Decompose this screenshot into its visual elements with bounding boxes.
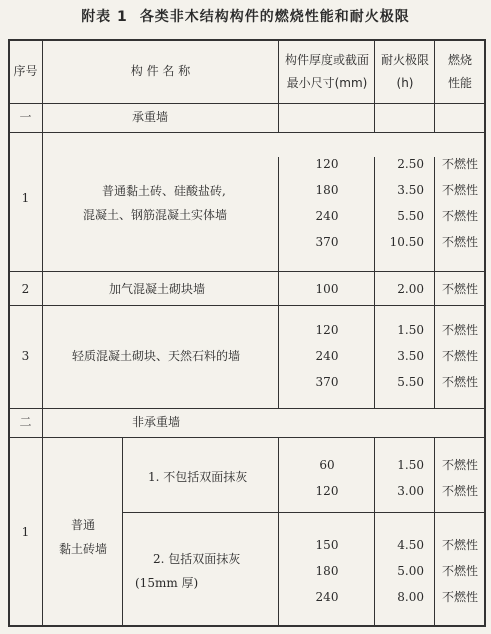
- row-3-seq: 3: [21, 349, 30, 363]
- row-1-thickness: 180: [315, 183, 339, 197]
- subrow-2-perf: 不燃性: [441, 564, 478, 578]
- subrow-1-limit: 3.00: [397, 484, 424, 498]
- subrow-2-limit: 5.00: [397, 564, 424, 578]
- rule-header-bottom: [8, 103, 486, 104]
- subrow-1-perf: 不燃性: [441, 458, 478, 472]
- row-4-name-line-2: 黏土砖墙: [58, 542, 107, 556]
- subrow-2-thickness: 150: [315, 538, 339, 552]
- rule-row3-bottom: [8, 408, 486, 409]
- subrow-2-label-line-2: (15mm 厚): [135, 576, 199, 590]
- subrow-2-thickness: 240: [315, 590, 339, 604]
- row-2-limit: 2.00: [397, 282, 424, 296]
- subrow-2-limit: 4.50: [397, 538, 424, 552]
- row-1-perf: 不燃性: [441, 157, 478, 171]
- rule-row2-bottom: [8, 305, 486, 306]
- header-perf-1: 燃烧: [447, 53, 472, 67]
- row-3-perf: 不燃性: [441, 349, 478, 363]
- row-2-name: 加气混凝土砌块墙: [109, 282, 206, 296]
- row-1-perf: 不燃性: [441, 235, 478, 249]
- header-limit-1: 耐火极限: [380, 53, 429, 67]
- rule-bottom: [8, 625, 486, 627]
- row-1-limit: 3.50: [397, 183, 424, 197]
- header-thickness-2: 最小尺寸(mm): [286, 76, 368, 90]
- subrow-1-thickness: 60: [319, 458, 335, 472]
- row-3-perf: 不燃性: [441, 375, 478, 389]
- row-2-seq: 2: [21, 282, 30, 296]
- rule-row1-bottom: [8, 271, 486, 272]
- row-3-thickness: 370: [315, 375, 339, 389]
- subrow-1-label: 1. 不包括双面抹灰: [148, 470, 248, 484]
- row-1-thickness: 240: [315, 209, 339, 223]
- subrow-2-thickness: 180: [315, 564, 339, 578]
- row-1-limit: 5.50: [397, 209, 424, 223]
- fire-resistance-table: [8, 39, 486, 627]
- row-4-seq: 1: [21, 525, 30, 539]
- row-3-limit: 1.50: [397, 323, 424, 337]
- subrow-1-thickness: 120: [315, 484, 339, 498]
- row-3-perf: 不燃性: [441, 323, 478, 337]
- row-3-thickness: 240: [315, 349, 339, 363]
- subrow-2-perf: 不燃性: [441, 590, 478, 604]
- row-1-thickness: 120: [315, 157, 339, 171]
- row-1-name-line-1: 普通黏土砖、硅酸盐砖,: [102, 184, 226, 198]
- header-thickness-1: 构件厚度或截面: [284, 53, 369, 67]
- row-1-limit: 2.50: [397, 157, 424, 171]
- subrow-2-limit: 8.00: [397, 590, 424, 604]
- row-3-limit: 5.50: [397, 375, 424, 389]
- subrow-1-limit: 1.50: [397, 458, 424, 472]
- subrow-2-perf: 不燃性: [441, 538, 478, 552]
- header-perf-2: 性能: [447, 76, 472, 90]
- header-seq: 序号: [13, 64, 38, 78]
- row-3-thickness: 120: [315, 323, 339, 337]
- section-1-label: 承重墙: [132, 110, 169, 124]
- rule-section2-bottom: [8, 437, 486, 438]
- rule-top: [8, 39, 486, 41]
- row-1-limit: 10.50: [389, 235, 424, 249]
- row-4-name-line-1: 普通: [70, 518, 95, 532]
- row-3-name: 轻质混凝土砌块、天然石料的墙: [72, 349, 241, 363]
- row-1-name-line-2: 混凝土、钢筋混凝土实体墙: [83, 208, 228, 222]
- row-3-limit: 3.50: [397, 349, 424, 363]
- section-2-seq: 二: [19, 415, 32, 429]
- section-2-label: 非承重墙: [132, 415, 181, 429]
- section-1-seq: 一: [19, 110, 32, 124]
- header-limit-2: (h): [396, 76, 414, 90]
- header-name: 构 件 名 称: [130, 64, 191, 78]
- row-1-seq: 1: [21, 191, 30, 205]
- row-1-perf: 不燃性: [441, 209, 478, 223]
- subrow-1-perf: 不燃性: [441, 484, 478, 498]
- table-number: 附表 1: [81, 9, 128, 25]
- table-title: [0, 6, 491, 30]
- row-1-thickness: 370: [315, 235, 339, 249]
- row-1-perf: 不燃性: [441, 183, 478, 197]
- rule-section1-bottom: [8, 132, 486, 133]
- row-2-thickness: 100: [315, 282, 339, 296]
- rule-subrow-divider: [122, 512, 486, 513]
- row-2-perf: 不燃性: [441, 282, 478, 296]
- subrow-2-label-line-1: 2. 包括双面抹灰: [153, 552, 241, 566]
- table-title-text: 各类非木结构构件的燃烧性能和耐火极限: [139, 9, 410, 25]
